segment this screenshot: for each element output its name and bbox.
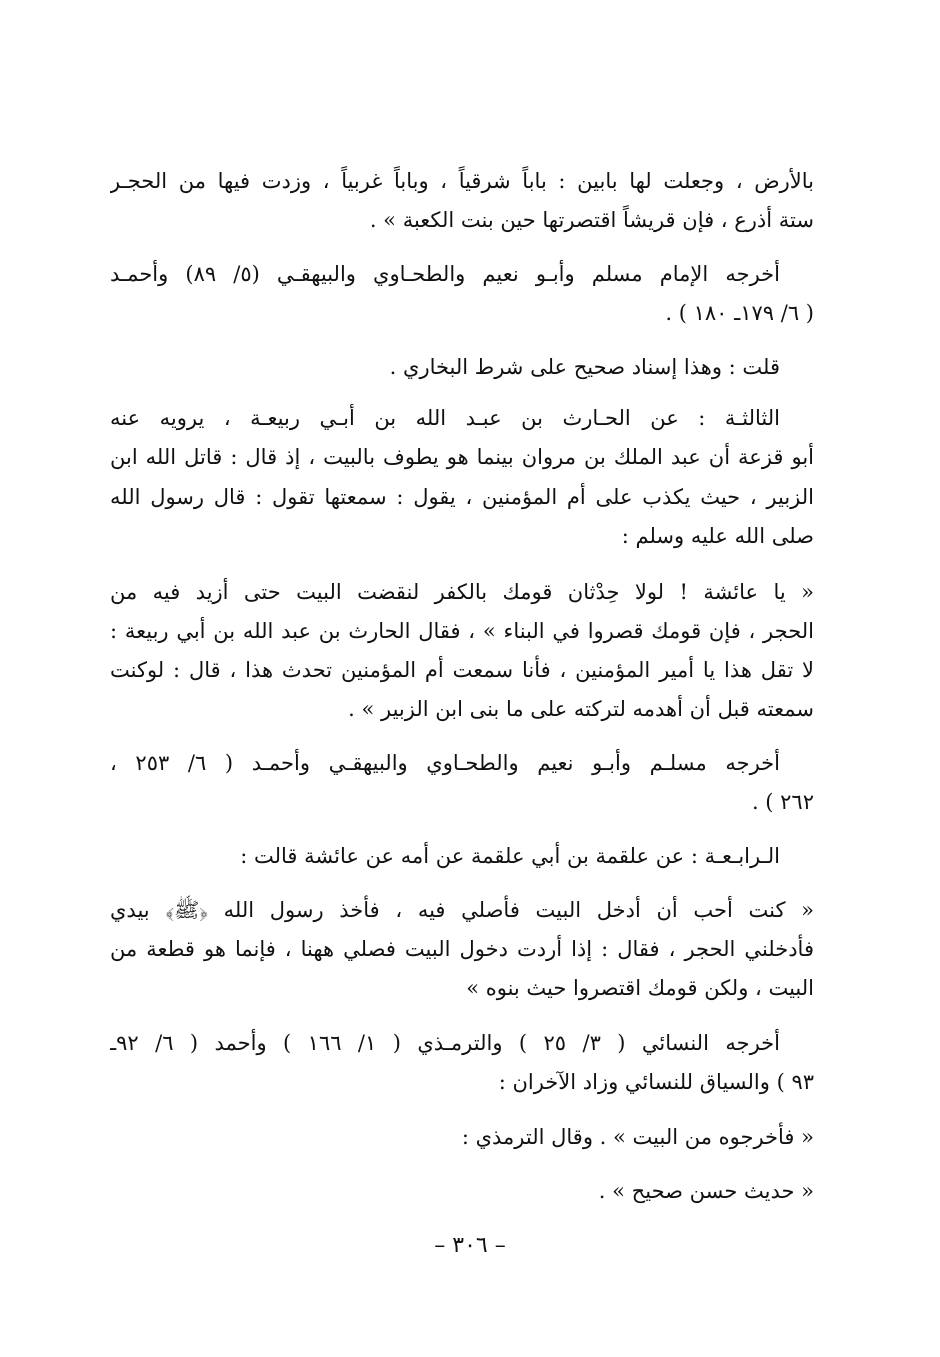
text-line: « يا عائشة ! لولا حِدْثان قومك بالكفر لنقضت البيت حتى أزيد فيه من (110, 580, 814, 604)
text-line: الثالثـة : عن الحـارث بن عبـد الله بن أبـي ربيعـة ، يرويه عنه (110, 406, 780, 430)
text-line: « كنت أحب أن أدخل البيت فأصلي فيه ، فأخذ رسول الله ﴿ﷺ﴾ بيدي (110, 898, 814, 922)
text-line: الـرابـعـة : عن علقمة بن أبي علقمة عن أمه عن عائشة قالت : (240, 844, 780, 868)
text-line: « فأخرجوه من البيت » . وقال الترمذي : (461, 1125, 814, 1149)
text-line: فأدخلني الحجر ، فقال : إذا أردت دخول البيت فصلي ههنا ، فإنما هو قطعة من (110, 937, 814, 961)
text-line: ستة أذرع ، فإن قريشاً اقتصرتها حين بنت الكعبة » . (369, 208, 814, 232)
text-line: ( ٦/ ١٧٩ـ ١٨٠ ) . (665, 301, 814, 325)
text-line: سمعته قبل أن أهدمه لتركته على ما بنى ابن الزبير » . (348, 697, 814, 721)
text-line: الحجر ، فإن قومك قصروا في البناء » ، فقال الحارث بن عبد الله بن أبي ربيعة : (110, 619, 814, 643)
text-line: « حديث حسن صحيح » . (598, 1179, 814, 1203)
text-line: أخرجه النسائي ( ٣/ ٢٥ ) والترمـذي ( ١/ ١٦٦ ) وأحمد ( ٦/ ٩٢ـ (110, 1031, 780, 1055)
text-line: أخرجه مسلـم وأبـو نعيم والطحـاوي والبيهقـي وأحمـد ( ٦/ ٢٥٣ ، (110, 751, 780, 775)
text-line: لا تقل هذا يا أمير المؤمنين ، فأنا سمعت أم المؤمنين تحدث هذا ، قال : لوكنت (110, 658, 814, 682)
text-line: الزبير ، حيث يكذب على أم المؤمنين ، يقول : سمعتها تقول : قال رسول الله (110, 485, 814, 509)
text-line: صلى الله عليه وسلم : (621, 524, 814, 548)
page-number: – ٣٠٦ – (434, 1233, 506, 1258)
text-line: ٢٦٢ ) . (751, 790, 814, 814)
text-line: البيت ، ولكن قومك اقتصروا حيث بنوه » (466, 976, 814, 1000)
text-line: أخرجه الإمام مسلم وأبـو نعيم والطحـاوي والبيهقـي (٥/ ٨٩) وأحمـد (110, 262, 780, 286)
text-line: أبو قزعة أن عبد الملك بن مروان بينما هو يطوف بالبيت ، إذ قال : قاتل الله ابن (110, 445, 814, 469)
text-line: قلت : وهذا إسناد صحيح على شرط البخاري . (389, 355, 780, 379)
text-line: ٩٣ ) والسياق للنسائي وزاد الآخران : (498, 1070, 814, 1094)
text-line: بالأرض ، وجعلت لها بابين : باباً شرقياً ، وباباً غربياً ، وزدت فيها من الحجـر (110, 169, 814, 193)
